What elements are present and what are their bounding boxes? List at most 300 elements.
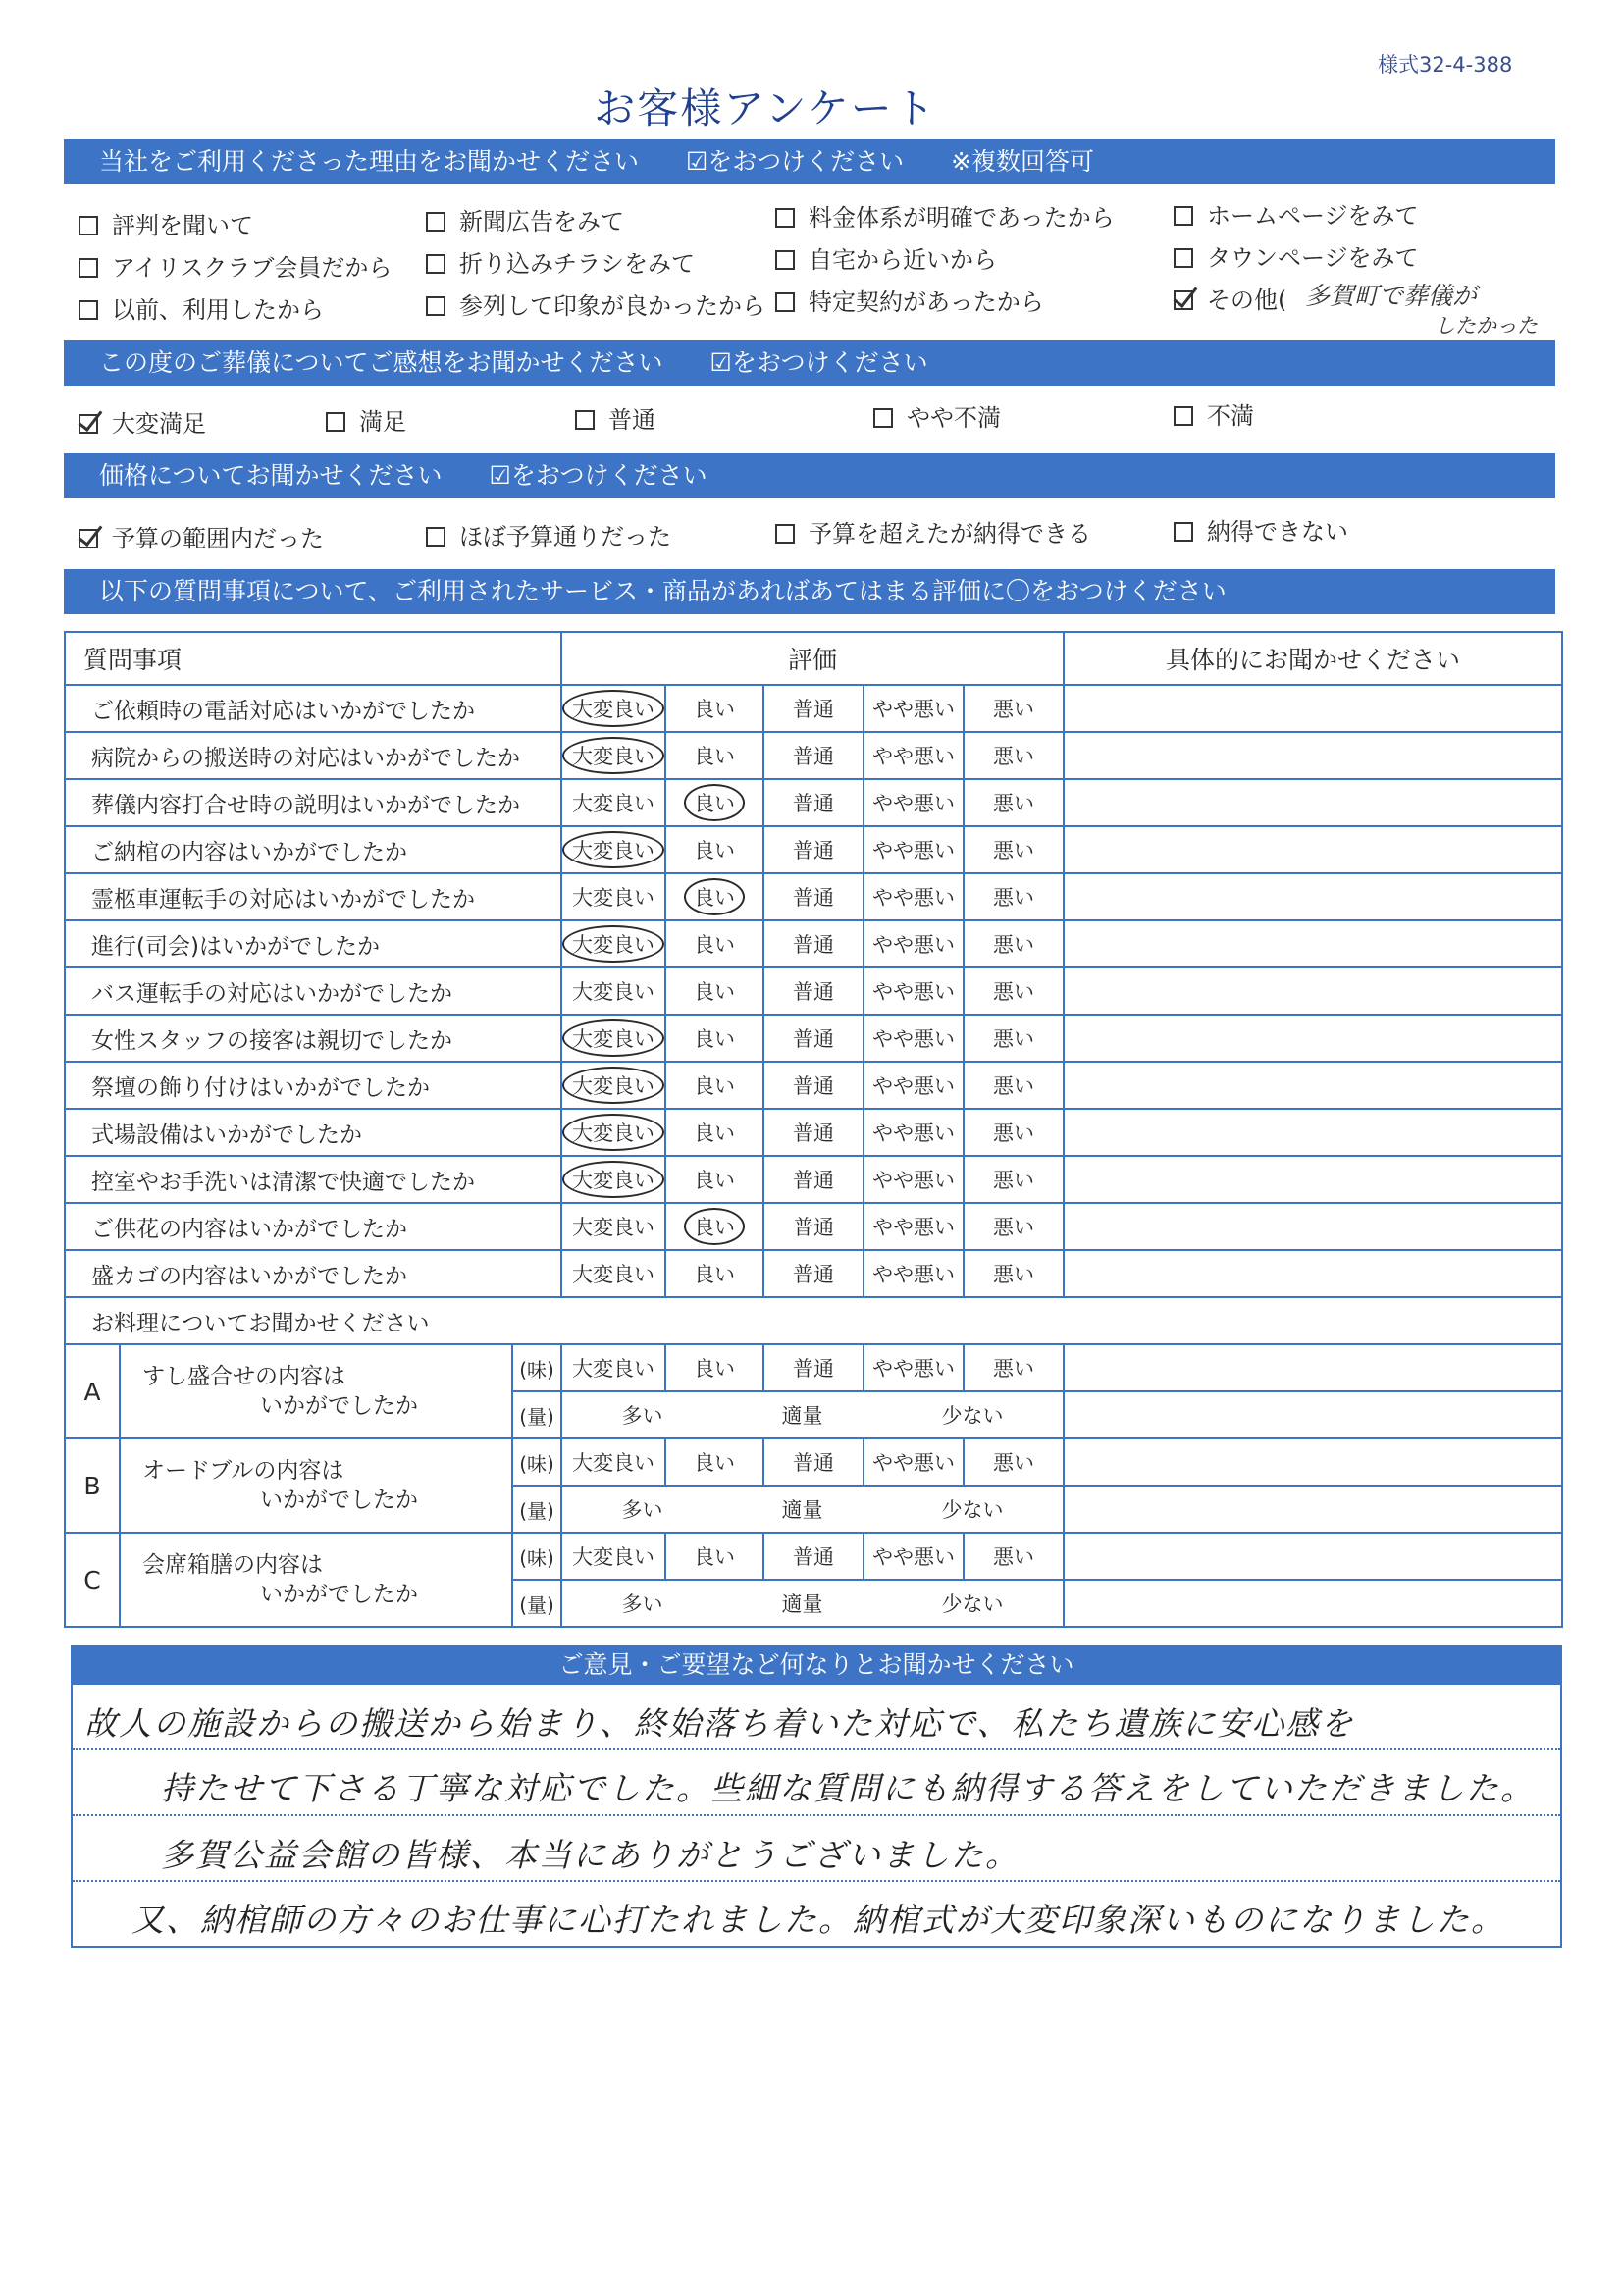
- rating-label: 普通: [793, 745, 834, 768]
- checkbox[interactable]: [775, 208, 795, 228]
- question-text: 式場設備はいかがでしたか: [65, 1109, 561, 1156]
- rating-label-circled: 大変良い: [562, 1161, 664, 1198]
- rating-option[interactable]: [964, 967, 1064, 1015]
- rating-label: 良い: [694, 1545, 735, 1569]
- reason-label: 以前、利用したから: [112, 296, 324, 324]
- checkbox[interactable]: [426, 212, 445, 232]
- comment-cell[interactable]: [1064, 779, 1562, 826]
- comment-cell[interactable]: [1064, 1344, 1562, 1391]
- rating-option[interactable]: [763, 779, 864, 826]
- rating-option[interactable]: [763, 967, 864, 1015]
- section-service-title: 以下の質問事項について、ご利用されたサービス・商品があればあてはまる評価に〇をおつけください: [99, 577, 1227, 605]
- question-text: 盛カゴの内容はいかがでしたか: [65, 1250, 561, 1297]
- question-text: ご依頼時の電話対応はいかがでしたか: [65, 685, 561, 732]
- rating-label: やや悪い: [872, 1074, 955, 1098]
- rating-option[interactable]: [665, 1533, 763, 1580]
- reason-option[interactable]: [79, 254, 392, 282]
- rating-option[interactable]: [864, 1203, 964, 1250]
- rating-option[interactable]: [561, 967, 665, 1015]
- amount-label: (量): [512, 1580, 561, 1627]
- service-rating-table: [64, 631, 1563, 1628]
- rating-label: 普通: [793, 1122, 834, 1145]
- checkbox-checked[interactable]: [1174, 290, 1193, 310]
- impression-label: 不満: [1207, 402, 1254, 430]
- rating-option[interactable]: [561, 1344, 665, 1391]
- price-option[interactable]: [1174, 518, 1348, 546]
- rating-label: やや悪い: [872, 1216, 955, 1239]
- reason-label: 評判を聞いて: [112, 212, 253, 239]
- food-rows: [65, 1344, 1562, 1627]
- comment-cell[interactable]: [1064, 1250, 1562, 1297]
- amount-option-group: [562, 1589, 1063, 1618]
- section-impression-instruction: ☑をおつけください: [709, 348, 928, 377]
- rating-label-circled: 良い: [684, 878, 745, 915]
- rating-option[interactable]: [665, 1109, 763, 1156]
- rating-label: 普通: [793, 1027, 834, 1051]
- rating-label: 良い: [694, 980, 735, 1004]
- rating-label: 悪い: [993, 933, 1034, 957]
- rating-label: 普通: [793, 839, 834, 862]
- rating-option[interactable]: [763, 732, 864, 779]
- question-text: 祭壇の飾り付けはいかがでしたか: [65, 1062, 561, 1109]
- rating-option[interactable]: [665, 1015, 763, 1062]
- rating-option[interactable]: [964, 1533, 1064, 1580]
- reason-option[interactable]: [1174, 202, 1419, 230]
- section-impression-title: この度のご葬儀についてご感想をお聞かせください: [99, 348, 663, 377]
- checkbox-checked[interactable]: [79, 414, 98, 434]
- question-rows: [65, 685, 1562, 1297]
- comment-cell[interactable]: [1064, 1015, 1562, 1062]
- checkbox[interactable]: [873, 408, 893, 428]
- rating-option[interactable]: [763, 1015, 864, 1062]
- food-heading: お料理についてお聞かせください: [65, 1297, 1562, 1344]
- rating-label: やや悪い: [872, 1122, 955, 1145]
- checkbox[interactable]: [426, 527, 445, 547]
- rating-option[interactable]: [561, 873, 665, 920]
- impression-label: 普通: [608, 406, 655, 434]
- rating-label: やや悪い: [872, 1451, 955, 1475]
- checkbox[interactable]: [326, 412, 345, 432]
- rating-option[interactable]: [964, 1015, 1064, 1062]
- rating-label: 良い: [694, 1169, 735, 1192]
- taste-label: (味): [512, 1438, 561, 1486]
- rating-option[interactable]: [964, 1156, 1064, 1203]
- rating-option[interactable]: [665, 1062, 763, 1109]
- rating-option[interactable]: [763, 1156, 864, 1203]
- rating-label: 大変良い: [572, 792, 654, 815]
- impression-option[interactable]: [326, 408, 406, 436]
- remarks-text-line: 又、納棺師の方々のお仕事に心打たれました。納棺式が大変印象深いものになりました。: [131, 1901, 1505, 1939]
- rating-option[interactable]: [561, 685, 665, 732]
- food-letter: A: [65, 1344, 120, 1438]
- reason-label: 新聞広告をみて: [459, 208, 624, 235]
- rating-option[interactable]: [561, 1156, 665, 1203]
- rating-option[interactable]: [561, 826, 665, 873]
- rating-option[interactable]: [665, 1203, 763, 1250]
- reason-option[interactable]: [79, 212, 253, 239]
- reason-label: 料金体系が明確であったから: [809, 204, 1115, 232]
- rating-label: 悪い: [993, 839, 1034, 862]
- rating-option[interactable]: [864, 685, 964, 732]
- question-text: 病院からの搬送時の対応はいかがでしたか: [65, 732, 561, 779]
- rating-label: 悪い: [993, 886, 1034, 910]
- rating-option[interactable]: [665, 920, 763, 967]
- amount-option[interactable]: 多い: [621, 1592, 663, 1616]
- checkbox[interactable]: [775, 524, 795, 544]
- rating-label: やや悪い: [872, 980, 955, 1004]
- comment-cell[interactable]: [1064, 685, 1562, 732]
- rating-label: 悪い: [993, 1027, 1034, 1051]
- impression-label: やや不満: [907, 404, 1001, 432]
- impression-option[interactable]: [873, 404, 1001, 432]
- food-question-line: オードブルの内容は: [142, 1458, 344, 1484]
- price-option[interactable]: [79, 525, 324, 552]
- rating-option[interactable]: [763, 1109, 864, 1156]
- rating-label-circled: 大変良い: [562, 1067, 664, 1104]
- remarks-box[interactable]: [71, 1685, 1562, 1948]
- rating-label-circled: 大変良い: [562, 831, 664, 868]
- rating-label: 良い: [694, 1122, 735, 1145]
- rating-label: やや悪い: [872, 745, 955, 768]
- comment-cell[interactable]: [1064, 1486, 1562, 1533]
- rating-option[interactable]: [864, 826, 964, 873]
- rating-header: 評価: [561, 632, 1064, 685]
- question-row: [65, 685, 1562, 732]
- reason-option[interactable]: [775, 288, 1044, 316]
- rating-label: 悪い: [993, 1074, 1034, 1098]
- rating-option[interactable]: [964, 1062, 1064, 1109]
- rating-option[interactable]: [964, 1344, 1064, 1391]
- rating-label-circled: 大変良い: [562, 1114, 664, 1151]
- rating-option[interactable]: [964, 1109, 1064, 1156]
- rating-option[interactable]: [964, 1438, 1064, 1486]
- rating-label: 悪い: [993, 745, 1034, 768]
- reason-option[interactable]: [426, 250, 695, 278]
- rating-option[interactable]: [665, 1250, 763, 1297]
- reason-option[interactable]: [79, 296, 324, 324]
- food-taste-row: [65, 1438, 1562, 1486]
- checkbox[interactable]: [1174, 248, 1193, 268]
- rating-option[interactable]: [964, 732, 1064, 779]
- price-label: 予算の範囲内だった: [112, 525, 324, 552]
- amount-label: (量): [512, 1391, 561, 1438]
- rating-label: やや悪い: [872, 933, 955, 957]
- question-text: 霊柩車運転手の対応はいかがでしたか: [65, 873, 561, 920]
- comment-cell[interactable]: [1064, 967, 1562, 1015]
- reason-label: その他(: [1207, 287, 1287, 314]
- impression-label: 満足: [359, 408, 406, 436]
- rating-option[interactable]: [763, 685, 864, 732]
- food-taste-row: [65, 1533, 1562, 1580]
- reason-option[interactable]: [775, 204, 1115, 232]
- remarks-text-line: 持たせて下さる丁寧な対応でした。些細な質問にも納得する答えをしていただきました。: [161, 1769, 1535, 1807]
- rating-option[interactable]: [763, 1438, 864, 1486]
- rating-label: 良い: [694, 1027, 735, 1051]
- rating-option[interactable]: [561, 1015, 665, 1062]
- comment-header: 具体的にお聞かせください: [1064, 632, 1562, 685]
- rating-label: やや悪い: [872, 698, 955, 721]
- reason-option-other[interactable]: [1174, 287, 1286, 314]
- section-reason-heading: [64, 139, 1555, 184]
- amount-option[interactable]: 少ない: [941, 1498, 1004, 1522]
- comment-cell[interactable]: [1064, 826, 1562, 873]
- food-question-line: すし盛合せの内容は: [142, 1364, 345, 1389]
- food-question: [120, 1533, 512, 1627]
- rating-option[interactable]: [864, 1062, 964, 1109]
- amount-option[interactable]: 少ない: [941, 1404, 1004, 1428]
- rating-label: やや悪い: [872, 1263, 955, 1286]
- impression-option[interactable]: [1174, 402, 1254, 430]
- price-option[interactable]: [426, 523, 671, 550]
- comment-cell[interactable]: [1064, 1203, 1562, 1250]
- rating-option[interactable]: [964, 685, 1064, 732]
- rating-option[interactable]: [561, 1250, 665, 1297]
- amount-option[interactable]: 適量: [781, 1592, 823, 1616]
- rating-label: 大変良い: [572, 1357, 654, 1381]
- food-question: [120, 1438, 512, 1533]
- reason-label: ホームページをみて: [1207, 202, 1419, 230]
- rating-option[interactable]: [665, 967, 763, 1015]
- rating-label: 普通: [793, 1451, 834, 1475]
- rating-label: 良い: [694, 1074, 735, 1098]
- amount-options[interactable]: [561, 1580, 1064, 1627]
- page-title: お客様アンケート: [594, 84, 937, 132]
- comment-cell[interactable]: [1064, 1533, 1562, 1580]
- taste-label: (味): [512, 1344, 561, 1391]
- other-reason-handwriting: したかった: [1435, 314, 1538, 338]
- rating-label: やや悪い: [872, 1545, 955, 1569]
- rating-option[interactable]: [763, 1250, 864, 1297]
- checkbox[interactable]: [79, 258, 98, 278]
- rating-option[interactable]: [561, 779, 665, 826]
- rating-label: 良い: [694, 698, 735, 721]
- reason-label: アイリスクラブ会員だから: [112, 254, 393, 282]
- question-text: ご供花の内容はいかがでしたか: [65, 1203, 561, 1250]
- rating-label: 普通: [793, 1216, 834, 1239]
- rating-label: 普通: [793, 698, 834, 721]
- rating-label: 悪い: [993, 1451, 1034, 1475]
- rating-label: やや悪い: [872, 839, 955, 862]
- amount-options[interactable]: [561, 1391, 1064, 1438]
- impression-label: 大変満足: [112, 410, 206, 438]
- reason-label: 自宅から近いから: [809, 246, 997, 274]
- rating-label: 悪い: [993, 1122, 1034, 1145]
- reason-label: 参列して印象が良かったから: [459, 292, 765, 320]
- rating-label: 普通: [793, 1357, 834, 1381]
- rating-option[interactable]: [864, 732, 964, 779]
- rating-label: 悪い: [993, 1216, 1034, 1239]
- rating-label: 悪い: [993, 1357, 1034, 1381]
- rating-option[interactable]: [561, 732, 665, 779]
- rating-option[interactable]: [665, 779, 763, 826]
- checkbox[interactable]: [79, 216, 98, 235]
- rating-label: 大変良い: [572, 980, 654, 1004]
- rating-option[interactable]: [561, 1203, 665, 1250]
- comment-cell[interactable]: [1064, 920, 1562, 967]
- reason-option[interactable]: [426, 292, 765, 320]
- reason-label: 特定契約があったから: [809, 288, 1044, 316]
- rating-option[interactable]: [763, 1533, 864, 1580]
- comment-cell[interactable]: [1064, 1062, 1562, 1109]
- rating-option[interactable]: [964, 779, 1064, 826]
- rating-option[interactable]: [864, 779, 964, 826]
- rating-option[interactable]: [864, 967, 964, 1015]
- rating-option[interactable]: [665, 873, 763, 920]
- price-label: 納得できない: [1207, 518, 1348, 546]
- question-text: 進行(司会)はいかがでしたか: [65, 920, 561, 967]
- food-question-line: いかがでしたか: [260, 1487, 418, 1513]
- rating-option[interactable]: [864, 1109, 964, 1156]
- form-code: 様式32-4-388: [1378, 53, 1513, 77]
- rating-option[interactable]: [964, 826, 1064, 873]
- checkbox[interactable]: [426, 296, 445, 316]
- amount-option[interactable]: 適量: [781, 1404, 823, 1428]
- checkbox[interactable]: [775, 250, 795, 270]
- rating-option[interactable]: [864, 873, 964, 920]
- rating-label-circled: 良い: [684, 784, 745, 821]
- rating-label: 大変良い: [572, 1216, 654, 1239]
- rating-option[interactable]: [665, 1438, 763, 1486]
- rating-label-circled: 良い: [684, 1208, 745, 1245]
- question-row: [65, 779, 1562, 826]
- comment-cell[interactable]: [1064, 1391, 1562, 1438]
- rating-option[interactable]: [864, 1344, 964, 1391]
- food-letter: C: [65, 1533, 120, 1627]
- food-question-line: いかがでしたか: [260, 1393, 418, 1419]
- checkbox[interactable]: [426, 254, 445, 274]
- reason-option[interactable]: [775, 246, 997, 274]
- amount-label: (量): [512, 1486, 561, 1533]
- comment-cell[interactable]: [1064, 1438, 1562, 1486]
- rating-label: 普通: [793, 1169, 834, 1192]
- rating-option[interactable]: [864, 1250, 964, 1297]
- amount-option-group: [562, 1400, 1063, 1430]
- question-text: 女性スタッフの接客は親切でしたか: [65, 1015, 561, 1062]
- rating-option[interactable]: [763, 1062, 864, 1109]
- amount-options[interactable]: [561, 1486, 1064, 1533]
- section-price-title: 価格についてお聞かせください: [99, 461, 443, 490]
- question-row: [65, 1250, 1562, 1297]
- checkbox[interactable]: [775, 292, 795, 312]
- price-label: ほぼ予算通りだった: [459, 523, 671, 550]
- price-option[interactable]: [775, 520, 1091, 548]
- question-header: 質問事項: [65, 632, 561, 685]
- rating-label-circled: 大変良い: [562, 690, 664, 727]
- rating-option[interactable]: [763, 1344, 864, 1391]
- reason-label: タウンページをみて: [1207, 244, 1419, 272]
- rating-option[interactable]: [964, 1250, 1064, 1297]
- rating-option[interactable]: [864, 1438, 964, 1486]
- rating-option[interactable]: [763, 920, 864, 967]
- rating-option[interactable]: [561, 1438, 665, 1486]
- section-price-heading: [64, 453, 1555, 498]
- rating-option[interactable]: [864, 1156, 964, 1203]
- rating-option[interactable]: [561, 1062, 665, 1109]
- comment-cell[interactable]: [1064, 1580, 1562, 1627]
- reason-option[interactable]: [1174, 244, 1419, 272]
- rating-label: 良い: [694, 745, 735, 768]
- rating-label: 悪い: [993, 1169, 1034, 1192]
- question-row: [65, 1203, 1562, 1250]
- rating-option[interactable]: [665, 1156, 763, 1203]
- question-text: 葬儀内容打合せ時の説明はいかがでしたか: [65, 779, 561, 826]
- rating-option[interactable]: [864, 1015, 964, 1062]
- checkbox[interactable]: [1174, 522, 1193, 542]
- price-label: 予算を超えたが納得できる: [809, 520, 1091, 548]
- rating-label: やや悪い: [872, 1357, 955, 1381]
- rating-option[interactable]: [763, 1203, 864, 1250]
- rating-option[interactable]: [561, 1533, 665, 1580]
- remarks-text-line: 多賀公益会館の皆様、本当にありがとうございました。: [161, 1836, 1020, 1874]
- amount-option[interactable]: 多い: [621, 1498, 663, 1522]
- question-text: ご納棺の内容はいかがでしたか: [65, 826, 561, 873]
- impression-option[interactable]: [575, 406, 655, 434]
- checkbox[interactable]: [1174, 206, 1193, 226]
- section-price-instruction: ☑をおつけください: [489, 461, 707, 490]
- amount-option[interactable]: 少ない: [941, 1592, 1004, 1616]
- rating-option[interactable]: [864, 1533, 964, 1580]
- remarks-heading: ご意見・ご要望など何なりとお聞かせください: [71, 1645, 1562, 1685]
- rating-option[interactable]: [665, 1344, 763, 1391]
- comment-cell[interactable]: [1064, 732, 1562, 779]
- rating-label: 普通: [793, 1263, 834, 1286]
- rating-label: 良い: [694, 1451, 735, 1475]
- rating-option[interactable]: [665, 732, 763, 779]
- rating-option[interactable]: [665, 685, 763, 732]
- rating-label: 大変良い: [572, 886, 654, 910]
- food-question-line: 会席箱膳の内容は: [142, 1552, 323, 1578]
- rating-option[interactable]: [763, 826, 864, 873]
- impression-option[interactable]: [79, 410, 206, 438]
- rating-label: 普通: [793, 1545, 834, 1569]
- rating-label: 良い: [694, 1357, 735, 1381]
- comment-cell[interactable]: [1064, 1156, 1562, 1203]
- rating-label: 普通: [793, 980, 834, 1004]
- checkbox[interactable]: [79, 300, 98, 320]
- amount-option[interactable]: 多い: [621, 1404, 663, 1428]
- rating-option[interactable]: [864, 920, 964, 967]
- checkbox[interactable]: [1174, 406, 1193, 426]
- section-reason-note: ※複数回答可: [951, 147, 1095, 176]
- question-row: [65, 1156, 1562, 1203]
- comment-cell[interactable]: [1064, 1109, 1562, 1156]
- food-taste-row: [65, 1344, 1562, 1391]
- rating-option[interactable]: [964, 873, 1064, 920]
- comment-cell[interactable]: [1064, 873, 1562, 920]
- rating-label: 悪い: [993, 1545, 1034, 1569]
- amount-option[interactable]: 適量: [781, 1498, 823, 1522]
- rating-label: 普通: [793, 792, 834, 815]
- taste-label: (味): [512, 1533, 561, 1580]
- rating-option[interactable]: [561, 920, 665, 967]
- rating-option[interactable]: [964, 1203, 1064, 1250]
- question-row: [65, 1015, 1562, 1062]
- section-reason-title: 当社をご利用くださった理由をお聞かせください: [99, 147, 640, 176]
- checkbox-checked[interactable]: [79, 529, 98, 548]
- rating-option[interactable]: [665, 826, 763, 873]
- rating-label: 普通: [793, 886, 834, 910]
- question-row: [65, 732, 1562, 779]
- rating-label-circled: 大変良い: [562, 737, 664, 774]
- checkbox[interactable]: [575, 410, 595, 430]
- rating-option[interactable]: [763, 873, 864, 920]
- rating-option[interactable]: [964, 920, 1064, 967]
- reason-option[interactable]: [426, 208, 624, 235]
- rating-label: やや悪い: [872, 886, 955, 910]
- question-row: [65, 1062, 1562, 1109]
- rating-option[interactable]: [561, 1109, 665, 1156]
- rating-label: 大変良い: [572, 1545, 654, 1569]
